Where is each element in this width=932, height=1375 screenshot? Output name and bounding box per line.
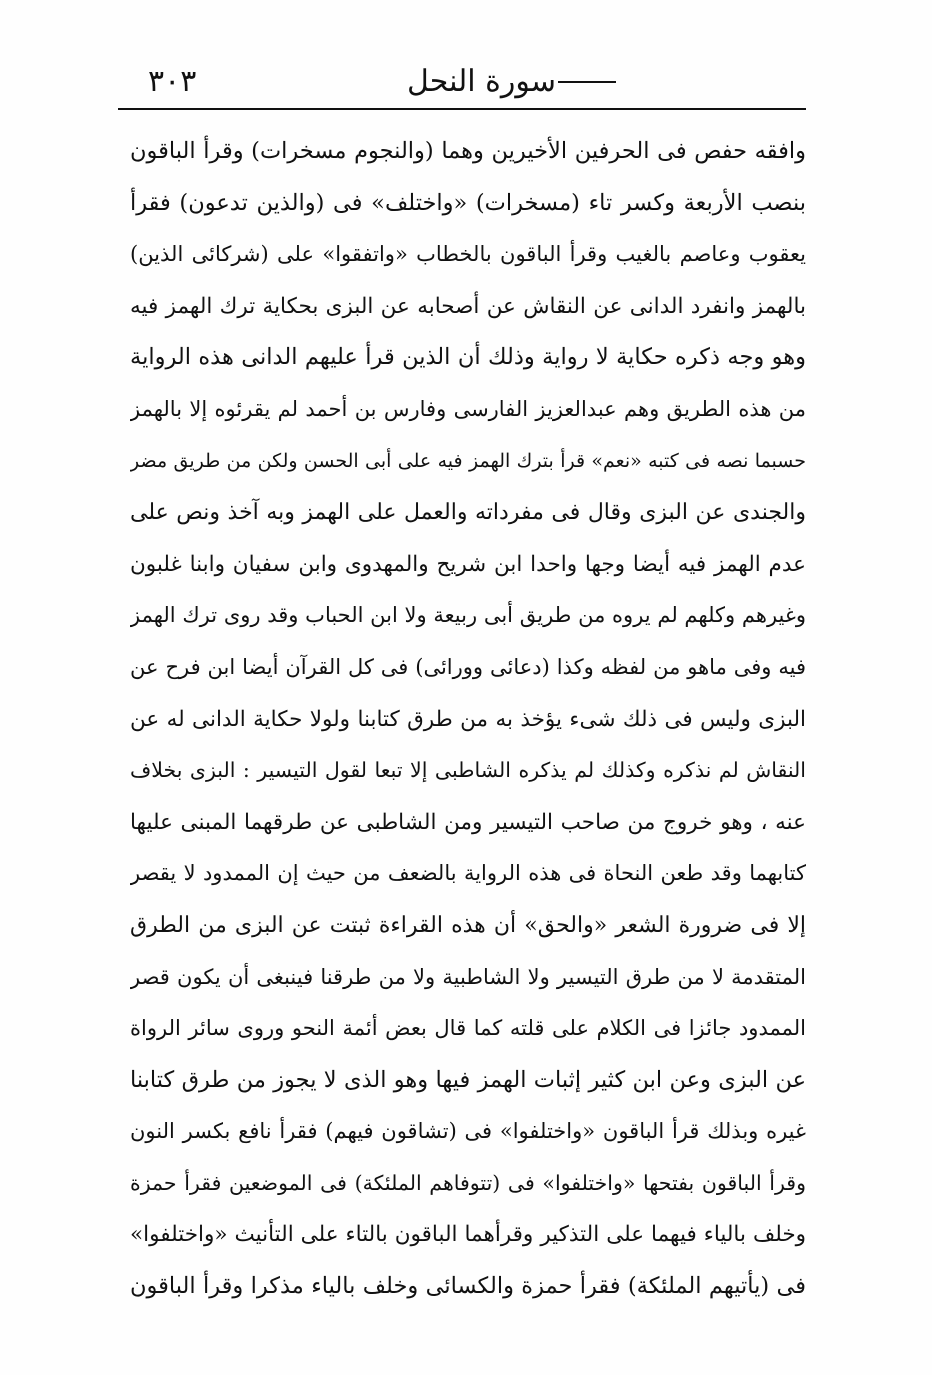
text-line: بنصب الأربعة وكسر تاء (مسخرات) «واختلف» فى (والذين تدعون) فقرأ — [130, 189, 806, 216]
text-line: وهو وجه ذكره حكاية لا رواية وذلك أن الذين قرأ عليهم الدانى هذه الرواية — [130, 344, 806, 371]
surah-title-text: سورة النحل — [407, 64, 556, 99]
text-line: البزى وليس فى ذلك شىء يؤخذ به من طرق كتابنا ولولا حكاية الدانى له عن — [130, 706, 806, 732]
text-line: فيه وفى ماهو من لفظه وكذا (دعائى وورائى) فى كل القرآن أيضا ابن فرح عن — [130, 654, 806, 679]
text-line: وقرأ الباقون بفتحها «واختلفوا» فى (تتوفاهم الملئكة) فى الموضعين فقرأ حمزة — [130, 1170, 806, 1195]
text-line: وخلف بالياء فيهما على التذكير وقرأهما الباقون بالتاء على التأنيث «واختلفوا» — [130, 1222, 806, 1248]
text-line: عدم الهمز فيه أيضا وجها واحدا ابن شريح والمهدوى وابن سفيان وابنا غلبون — [130, 551, 806, 577]
text-line: النقاش لم نذكره وكذلك لم يذكره الشاطبى إلا تبعا لقول التيسير : البزى بخلاف — [130, 758, 806, 783]
text-line: عنه ، وهو خروج من صاحب التيسير ومن الشاطبى عن طرقهما المبنى عليها — [130, 809, 806, 835]
body-text — [130, 126, 806, 1313]
text-line: إلا فى ضرورة الشعر «والحق» أن هذه القراءة ثبتت عن البزى من الطرق — [130, 912, 806, 938]
header-divider — [118, 108, 806, 110]
text-line: غيره وبذلك قرأ الباقون «واختلفوا» فى (تشاقون فيهم) فقرأ نافع بكسر النون — [130, 1119, 806, 1144]
text-line: وغيرهم وكلهم لم يروه من طريق أبى ربيعة ولا ابن الحباب وقد روى ترك الهمز — [130, 603, 806, 628]
text-line: الممدود جائزا فى الكلام على قلته كما قال بعض أئمة النحو وروى سائر الرواة — [130, 1016, 806, 1041]
surah-title — [407, 62, 616, 102]
title-flourish — [558, 81, 616, 83]
text-line: وافقه حفص فى الحرفين الأخيرين وهما (والنجوم مسخرات) وقرأ الباقون — [130, 138, 806, 164]
text-line: كتابهما وقد طعن النحاة فى هذه الرواية بالضعف من حيث إن الممدود لا يقصر — [130, 861, 806, 886]
text-line: بالهمز وانفرد الدانى عن النقاش عن أصحابه عن البزى بحكاية ترك الهمز فيه — [130, 293, 806, 319]
text-line: يعقوب وعاصم بالغيب وقرأ الباقون بالخطاب «واتفقوا» على (شركائى الذين) — [130, 242, 806, 267]
page-number: ٣٠٣ — [148, 64, 197, 99]
text-line: حسبما نصه فى كتبه «نعم» قرأ بترك الهمز فيه على أبى الحسن ولكن من طريق مضر — [130, 449, 806, 472]
text-line: فى (يأتيهم الملئكة) فقرأ حمزة والكسائى وخلف بالياء مذكرا وقرأ الباقون — [130, 1273, 806, 1300]
text-line: والجندى عن البزى وقال فى مفرداته والعمل على الهمز وبه آخذ ونص على — [130, 500, 806, 526]
running-header — [118, 60, 806, 106]
text-line: من هذه الطريق وهم عبدالعزيز الفارسى وفارس بن أحمد لم يقرئوه إلا بالهمز — [130, 396, 806, 421]
text-line: عن البزى وعن ابن كثير إثبات الهمز فيها وهو الذى لا يجوز من طرق كتابنا — [130, 1066, 806, 1093]
text-line: المتقدمة لا من طرق التيسير ولا الشاطبية ولا من طرقنا فينبغى أن يكون قصر — [130, 964, 806, 989]
